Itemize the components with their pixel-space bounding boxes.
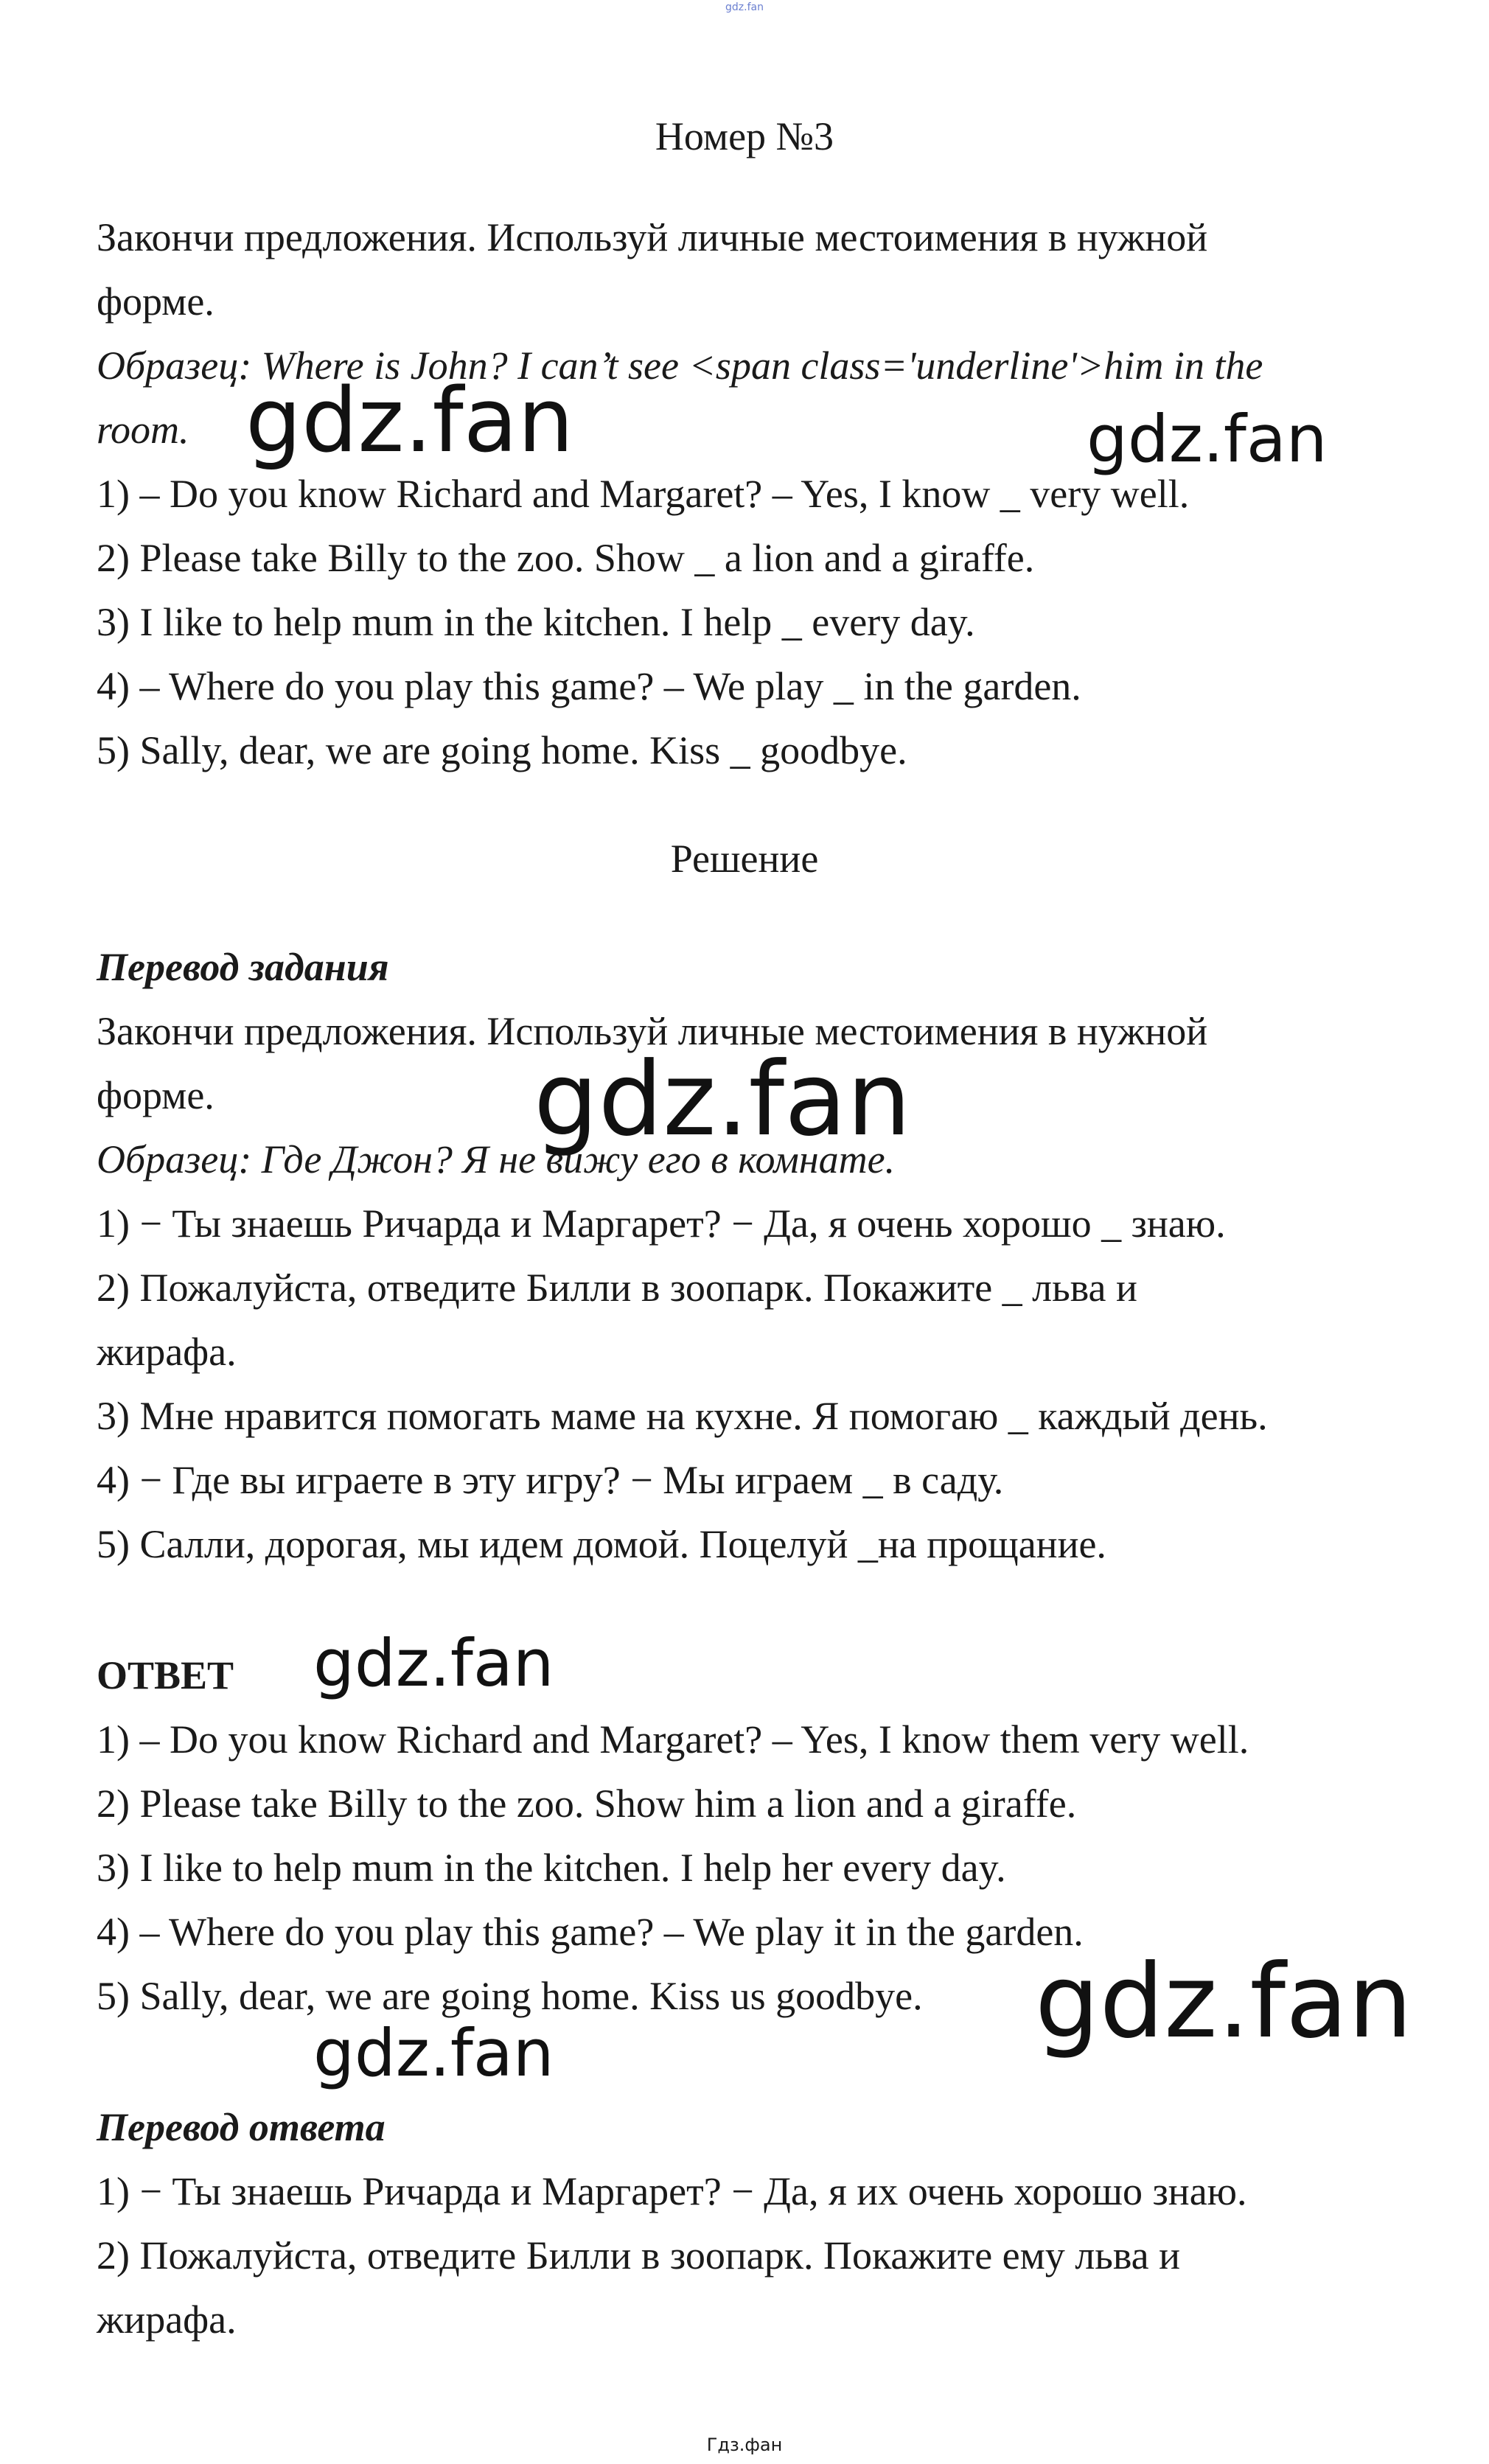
task-example-line1: Образец: Where is John? I can’t see <span class='underline'>him in the	[97, 343, 1263, 388]
translation-item-5: 5) Салли, дорогая, мы идем домой. Поцелуй _на прощание.	[97, 1522, 1106, 1566]
task-example-line2: room.	[97, 408, 189, 452]
translation-item-2: 2) Пожалуйста, отведите Билли в зоопарк. Покажите _ льва и	[97, 1266, 1137, 1310]
answer-translation-item-1: 1) − Ты знаешь Ричарда и Маргарет? − Да, я их очень хорошо знаю.	[97, 2169, 1247, 2213]
watermark-1: gdz.fan	[245, 370, 574, 472]
answer-translation-item-2: 2) Пожалуйста, отведите Билли в зоопарк. Покажите ему льва и	[97, 2233, 1181, 2278]
top-watermark: gdz.fan	[725, 1, 764, 13]
answer-translation-heading: Перевод ответа	[97, 2105, 386, 2149]
task-item-5: 5) Sally, dear, we are going home. Kiss _ goodbye.	[97, 728, 907, 772]
answer-translation-item-2-cont: жирафа.	[97, 2297, 237, 2342]
task-instruction-line2: форме.	[97, 279, 215, 324]
task-item-2: 2) Please take Billy to the zoo. Show _ a lion and a giraffe.	[97, 536, 1035, 580]
watermark-3: gdz.fan	[534, 1040, 912, 1159]
answer-item-2: 2) Please take Billy to the zoo. Show him a lion and a giraffe.	[97, 1781, 1077, 1826]
footer-text: Гдз.фан	[706, 2435, 783, 2455]
translation-example: Образец: Где Джон? Я не вижу его в комнате.	[97, 1137, 896, 1182]
translation-item-2-cont: жирафа.	[97, 1330, 237, 1374]
answer-item-1: 1) – Do you know Richard and Margaret? – Yes, I know them very well.	[97, 1717, 1249, 1762]
answer-item-5: 5) Sally, dear, we are going home. Kiss us goodbye.	[97, 1974, 923, 2018]
task-item-3: 3) I like to help mum in the kitchen. I help _ every day.	[97, 600, 975, 644]
solution-heading: Решение	[670, 837, 819, 881]
watermark-4: gdz.fan	[313, 1625, 554, 1701]
task-item-1: 1) – Do you know Richard and Margaret? – Yes, I know _ very well.	[97, 472, 1190, 516]
translation-item-1: 1) − Ты знаешь Ричарда и Маргарет? − Да, я очень хорошо _ знаю.	[97, 1201, 1226, 1246]
translation-item-4: 4) − Где вы играете в эту игру? − Мы играем _ в саду.	[97, 1458, 1004, 1502]
watermark-5: gdz.fan	[1035, 1942, 1413, 2061]
watermark-2: gdz.fan	[1087, 401, 1328, 477]
translation-item-3: 3) Мне нравится помогать маме на кухне. Я помогаю _ каждый день.	[97, 1394, 1268, 1438]
answer-item-4: 4) – Where do you play this game? – We play it in the garden.	[97, 1910, 1084, 1954]
task-item-4: 4) – Where do you play this game? – We play _ in the garden.	[97, 664, 1081, 708]
page-title: Номер №3	[655, 114, 834, 158]
translation-heading: Перевод задания	[97, 945, 389, 989]
translation-instruction-line2: форме.	[97, 1073, 215, 1117]
translation-instruction-line1: Закончи предложения. Используй личные местоимения в нужной	[97, 1009, 1208, 1053]
task-instruction-line1: Закончи предложения. Используй личные местоимения в нужной	[97, 215, 1208, 259]
watermark-6: gdz.fan	[313, 2015, 554, 2091]
answer-heading: ОТВЕТ	[97, 1653, 234, 1697]
answer-item-3: 3) I like to help mum in the kitchen. I help her every day.	[97, 1846, 1006, 1890]
